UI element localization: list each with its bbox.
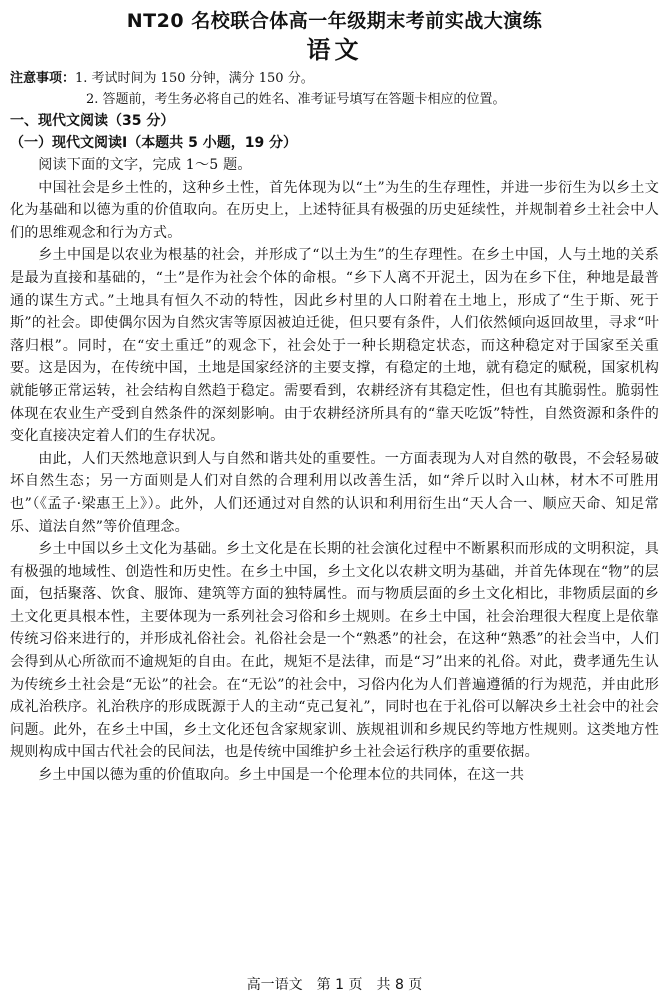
passage-paragraph-4: 乡土中国以乡土文化为基础。乡土文化是在长期的社会演化过程中不断累积而形成的文明积淀，具有极强的地域性、创造性和历史性。在乡土中国，乡土文化以农耕文明为基础，并首先体现在“物”的层面，包括聚落、饮食、服饰、建筑等方面的独特属性。而与物质层面的乡土文化相比，非物质层面的乡土文化更具根本性，主要体现为一系列社会习俗和乡土规则。在乡土中国，社会治理很大程度上是依靠传统习俗来进行的，并形成礼俗社会。礼俗社会是一个“熟悉”的社会，在这种“熟悉”的社会当中，人们会得到从心所欲而不逾规矩的自由。在此，规矩不是法律，而是“习”出来的礼俗。对此，费孝通先生认为传统乡土社会是“无讼”的社会。在“无讼”的社会中，习俗内化为人们普遍遵循的行为规范，并由此形成礼治秩序。礼治秩序的形成既源于人的主动“克己复礼”，同时也在于礼俗可以解决乡土社会中的社会问题。此外，在乡土中国，乡土文化还包含家规家训、族规祖训和乡规民约等地方性规则。这类地方性规则构成中国古代社会的民间法，也是传统中国维护乡土社会运行秩序的重要依据。 <box>10 541 659 761</box>
notice-line-1 <box>10 68 659 89</box>
passage-paragraph-2: 乡土中国是以农业为根基的社会，并形成了“以土为生”的生存理性。在乡土中国，人与土地的关系是最为直接和基础的，“土”是作为社会个体的命根。“乡下人离不开泥土，因为在乡下住，种地是最普通的谋生方式。”土地具有恒久不动的特性，因此乡村里的人口附着在土地上，形成了“生于斯、死于斯”的社会。即使偶尔因为自然灾害等原因被迫迁徙，但只要有条件，人们依然倾向返回故里，寻求“叶落归根”。同时，在“安土重迁”的观念下，社会处于一种长期稳定状态，而这种稳定对于国家至关重要。这是因为，在传统中国，土地是国家经济的主要支撑，有稳定的土地，就有稳定的赋税，国家机构就能够正常运转，社会结构自然趋于稳定。需要看到，农耕经济有其稳定性，但也有其脆弱性。脆弱性体现在农业生产受到自然条件的深刻影响。由于农耕经济所具有的“靠天吃饭”特性，自然资源和条件的变化直接决定着人们的生存状况。 <box>10 247 659 445</box>
passage-paragraph-3: 由此，人们天然地意识到人与自然和谐共处的重要性。一方面表现为人对自然的敬畏，不会轻易破坏自然生态；另一方面则是人们对自然的合理利用以改善生活，如“斧斤以时入山林，材木不可胜用也”（《孟子·梁惠王上》）。此外，人们还通过对自然的认识和利用衍生出“天人合一、顺应天命、知足常乐、道法自然”等价值理念。 <box>10 450 659 535</box>
page-footer: 高一语文 第 1 页 共 8 页 <box>246 977 423 993</box>
instruction: 阅读下面的文字，完成 1～5 题。 <box>38 157 252 173</box>
exam-title: NT20 名校联合体高一年级期末考前实战大演练 <box>126 10 543 32</box>
subject-title: 语文 <box>306 36 363 64</box>
notice-item-1: 1. 考试时间为 150 分钟，满分 150 分。 <box>75 71 314 86</box>
notice-block <box>10 68 659 110</box>
section-title: 一、现代文阅读（35 分） <box>10 113 175 129</box>
passage-paragraph-5: 乡土中国以德为重的价值取向。乡土中国是一个伦理本位的共同体，在这一共 <box>38 767 525 784</box>
notice-item-2: 2. 答题前，考生务必将自己的姓名、准考证号填写在答题卡相应的位置。 <box>86 92 506 107</box>
notice-label: 注意事项： <box>10 71 76 86</box>
passage-paragraph-1: 中国社会是乡土性的，这种乡土性，首先体现为以“土”为生的生存理性，并进一步衍生为以乡土文化为基础和以德为重的价值取向。在历史上，上述特征具有极强的历史延续性，并规制着乡土社会中人们的思维观念和行为方式。 <box>10 179 659 241</box>
subsection-title: （一）现代文阅读Ⅰ（本题共 5 小题，19 分） <box>10 135 298 151</box>
notice-line-2 <box>10 89 659 110</box>
